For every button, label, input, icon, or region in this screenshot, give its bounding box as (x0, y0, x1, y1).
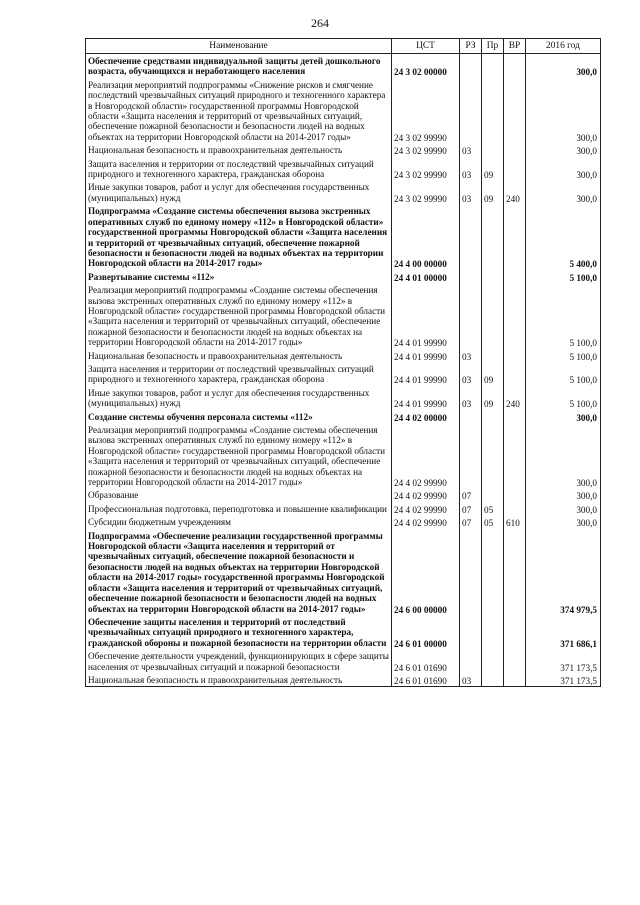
table-row (86, 615, 601, 649)
cell-amount: 5 100,0 (526, 283, 601, 348)
table-row (86, 362, 601, 386)
table-row (86, 515, 601, 528)
cell-rz (460, 270, 482, 283)
cell-rz: 03 (460, 386, 482, 410)
cell-name: Субсидии бюджетным учреждениям (86, 515, 392, 528)
cell-pr (482, 615, 504, 649)
cell-vr (504, 270, 526, 283)
cell-pr (482, 529, 504, 615)
cell-amount: 300,0 (526, 157, 601, 181)
cell-pr: 05 (482, 502, 504, 515)
cell-amount: 300,0 (526, 54, 601, 78)
table-row (86, 204, 601, 269)
cell-pr (482, 143, 504, 156)
cell-name: Национальная безопасность и правоохранительная деятельность (86, 143, 392, 156)
table-row (86, 649, 601, 673)
cell-pr (482, 283, 504, 348)
cell-cst: 24 4 02 99990 (392, 502, 460, 515)
cell-amount: 300,0 (526, 143, 601, 156)
cell-vr (504, 349, 526, 362)
cell-rz (460, 54, 482, 78)
cell-cst: 24 4 01 99990 (392, 349, 460, 362)
cell-pr: 09 (482, 386, 504, 410)
cell-vr (504, 143, 526, 156)
table-row (86, 488, 601, 501)
cell-rz: 03 (460, 157, 482, 181)
cell-cst: 24 4 02 99990 (392, 488, 460, 501)
cell-rz: 03 (460, 362, 482, 386)
table-row (86, 270, 601, 283)
cell-amount: 5 100,0 (526, 386, 601, 410)
cell-vr (504, 673, 526, 687)
header-year: 2016 год (526, 39, 601, 54)
cell-amount: 5 100,0 (526, 362, 601, 386)
table-body (86, 54, 601, 687)
budget-table (85, 38, 601, 687)
cell-vr (504, 157, 526, 181)
table-row (86, 180, 601, 204)
cell-amount: 371 173,5 (526, 649, 601, 673)
cell-pr (482, 649, 504, 673)
cell-amount: 5 400,0 (526, 204, 601, 269)
cell-name: Иные закупки товаров, работ и услуг для обеспечения государственных (муниципальных) нужд (86, 386, 392, 410)
cell-rz: 03 (460, 673, 482, 687)
header-vr: ВР (504, 39, 526, 54)
table-row (86, 673, 601, 687)
cell-vr (504, 488, 526, 501)
cell-rz (460, 615, 482, 649)
cell-cst: 24 4 01 00000 (392, 270, 460, 283)
cell-pr: 09 (482, 362, 504, 386)
cell-pr (482, 54, 504, 78)
cell-vr (504, 615, 526, 649)
table-row (86, 502, 601, 515)
cell-rz (460, 283, 482, 348)
cell-vr (504, 502, 526, 515)
cell-vr: 240 (504, 386, 526, 410)
header-rz: РЗ (460, 39, 482, 54)
cell-cst: 24 4 02 99990 (392, 423, 460, 488)
cell-name: Защита населения и территории от последствий чрезвычайных ситуаций природного и техногенного характера, гражданская оборона (86, 157, 392, 181)
cell-cst: 24 6 01 00000 (392, 615, 460, 649)
table-row (86, 54, 601, 78)
cell-rz: 07 (460, 488, 482, 501)
cell-cst: 24 4 01 99990 (392, 362, 460, 386)
cell-pr (482, 488, 504, 501)
table-row (86, 157, 601, 181)
cell-vr: 240 (504, 180, 526, 204)
cell-amount: 300,0 (526, 410, 601, 423)
cell-pr (482, 78, 504, 143)
table-row (86, 349, 601, 362)
cell-rz (460, 529, 482, 615)
cell-pr: 05 (482, 515, 504, 528)
cell-name: Подпрограмма «Обеспечение реализации государственной программы Новгородской области «Защита населения и территорий от чрезвычайных ситуаций, обеспечение пожарной безопасности и безопасности людей на водных объектах на территории Новгородской области на 2014-2017 годы» государственной программы Новгородской области «Защита населения и территорий от чрезвычайных ситуаций, обеспечение пожарной безопасности и безопасности людей на водных объектах на территории Новгородской области на 2014-2017 годы» (86, 529, 392, 615)
table-row (86, 78, 601, 143)
cell-rz: 07 (460, 502, 482, 515)
table-row (86, 283, 601, 348)
cell-amount: 374 979,5 (526, 529, 601, 615)
cell-amount: 371 173,5 (526, 673, 601, 687)
cell-name: Иные закупки товаров, работ и услуг для обеспечения государственных (муниципальных) нужд (86, 180, 392, 204)
cell-amount: 300,0 (526, 488, 601, 501)
cell-cst: 24 4 00 00000 (392, 204, 460, 269)
cell-cst: 24 6 01 01690 (392, 649, 460, 673)
table-row (86, 386, 601, 410)
cell-name: Обеспечение защиты населения и территорий от последствий чрезвычайных ситуаций природного и техногенного характера, гражданской обороны и пожарной безопасности на территории области (86, 615, 392, 649)
cell-amount: 300,0 (526, 78, 601, 143)
cell-name: Национальная безопасность и правоохранительная деятельность (86, 673, 392, 687)
cell-pr (482, 673, 504, 687)
cell-vr (504, 78, 526, 143)
cell-cst: 24 4 02 99990 (392, 515, 460, 528)
cell-amount: 5 100,0 (526, 349, 601, 362)
cell-cst: 24 3 02 99990 (392, 143, 460, 156)
cell-cst: 24 4 02 00000 (392, 410, 460, 423)
cell-vr (504, 410, 526, 423)
cell-name: Развертывание системы «112» (86, 270, 392, 283)
cell-rz (460, 423, 482, 488)
cell-cst: 24 3 02 00000 (392, 54, 460, 78)
page-number: 264 (311, 16, 329, 30)
table-row (86, 529, 601, 615)
cell-cst: 24 4 01 99990 (392, 386, 460, 410)
header-name: Наименование (86, 39, 392, 54)
cell-vr (504, 204, 526, 269)
cell-name: Реализация мероприятий подпрограммы «Создание системы обеспечения вызова экстренных оперативных служб по единому номеру «112» в Новгородской области» государственной программы Новгородской области «Защита населения и территорий от чрезвычайных ситуаций, обеспечение пожарной безопасности и безопасности людей на водных объектах на территории Новгородской области на 2014-2017 годы» (86, 283, 392, 348)
cell-amount: 5 100,0 (526, 270, 601, 283)
cell-rz (460, 410, 482, 423)
cell-pr (482, 270, 504, 283)
cell-rz: 03 (460, 180, 482, 204)
cell-name: Создание системы обучения персонала системы «112» (86, 410, 392, 423)
table-row (86, 423, 601, 488)
cell-amount: 300,0 (526, 180, 601, 204)
cell-rz (460, 649, 482, 673)
cell-name: Профессиональная подготовка, переподготовка и повышение квалификации (86, 502, 392, 515)
cell-rz (460, 78, 482, 143)
cell-rz (460, 204, 482, 269)
cell-amount: 300,0 (526, 423, 601, 488)
table-row (86, 410, 601, 423)
cell-rz: 03 (460, 349, 482, 362)
cell-vr (504, 423, 526, 488)
table-row (86, 143, 601, 156)
cell-amount: 300,0 (526, 515, 601, 528)
cell-pr: 09 (482, 180, 504, 204)
header-cst: ЦСТ (392, 39, 460, 54)
cell-cst: 24 6 01 01690 (392, 673, 460, 687)
cell-vr (504, 283, 526, 348)
cell-name: Реализация мероприятий подпрограммы «Создание системы обеспечения вызова экстренных оперативных служб по единому номеру «112» в Новгородской области» государственной программы Новгородской области «Защита населения и территорий от чрезвычайных ситуаций, обеспечение пожарной безопасности и безопасности людей на водных объектах на территории Новгородской области на 2014-2017 годы» (86, 423, 392, 488)
cell-rz: 03 (460, 143, 482, 156)
cell-cst: 24 3 02 99990 (392, 157, 460, 181)
cell-name: Обеспечение деятельности учреждений, функционирующих в сфере защиты населения от чрезвычайных ситуаций и пожарной безопасности (86, 649, 392, 673)
cell-amount: 300,0 (526, 502, 601, 515)
header-pr: Пр (482, 39, 504, 54)
cell-pr: 09 (482, 157, 504, 181)
cell-name: Образование (86, 488, 392, 501)
cell-vr: 610 (504, 515, 526, 528)
cell-vr (504, 649, 526, 673)
cell-pr (482, 423, 504, 488)
cell-cst: 24 3 02 99990 (392, 78, 460, 143)
cell-amount: 371 686,1 (526, 615, 601, 649)
cell-name: Реализация мероприятий подпрограммы «Снижение рисков и смягчение последствий чрезвычайных ситуаций природного и техногенного характера в Новгородской области» государственной программы Новгородской области «Защита населения и территорий от чрезвычайных ситуаций, обеспечение пожарной безопасности и безопасности людей на водных объектах на территории Новгородской области на 2014-2017 годы» (86, 78, 392, 143)
cell-name: Подпрограмма «Создание системы обеспечения вызова экстренных оперативных служб по единому номеру «112» в Новгородской области» государственной программы Новгородской области «Защита населения и территорий от чрезвычайных ситуаций, обеспечение пожарной безопасности и безопасности людей на водных объектах на территории Новгородской области на 2014-2017 годы» (86, 204, 392, 269)
cell-vr (504, 54, 526, 78)
cell-pr (482, 204, 504, 269)
table-header-row (86, 39, 601, 54)
cell-name: Защита населения и территории от последствий чрезвычайных ситуаций природного и техногенного характера, гражданская оборона (86, 362, 392, 386)
cell-cst: 24 3 02 99990 (392, 180, 460, 204)
cell-name: Национальная безопасность и правоохранительная деятельность (86, 349, 392, 362)
cell-cst: 24 6 00 00000 (392, 529, 460, 615)
cell-vr (504, 529, 526, 615)
cell-rz: 07 (460, 515, 482, 528)
cell-pr (482, 410, 504, 423)
cell-name: Обеспечение средствами индивидуальной защиты детей дошкольного возраста, обучающихся и неработающего населения (86, 54, 392, 78)
cell-cst: 24 4 01 99990 (392, 283, 460, 348)
cell-pr (482, 349, 504, 362)
cell-vr (504, 362, 526, 386)
